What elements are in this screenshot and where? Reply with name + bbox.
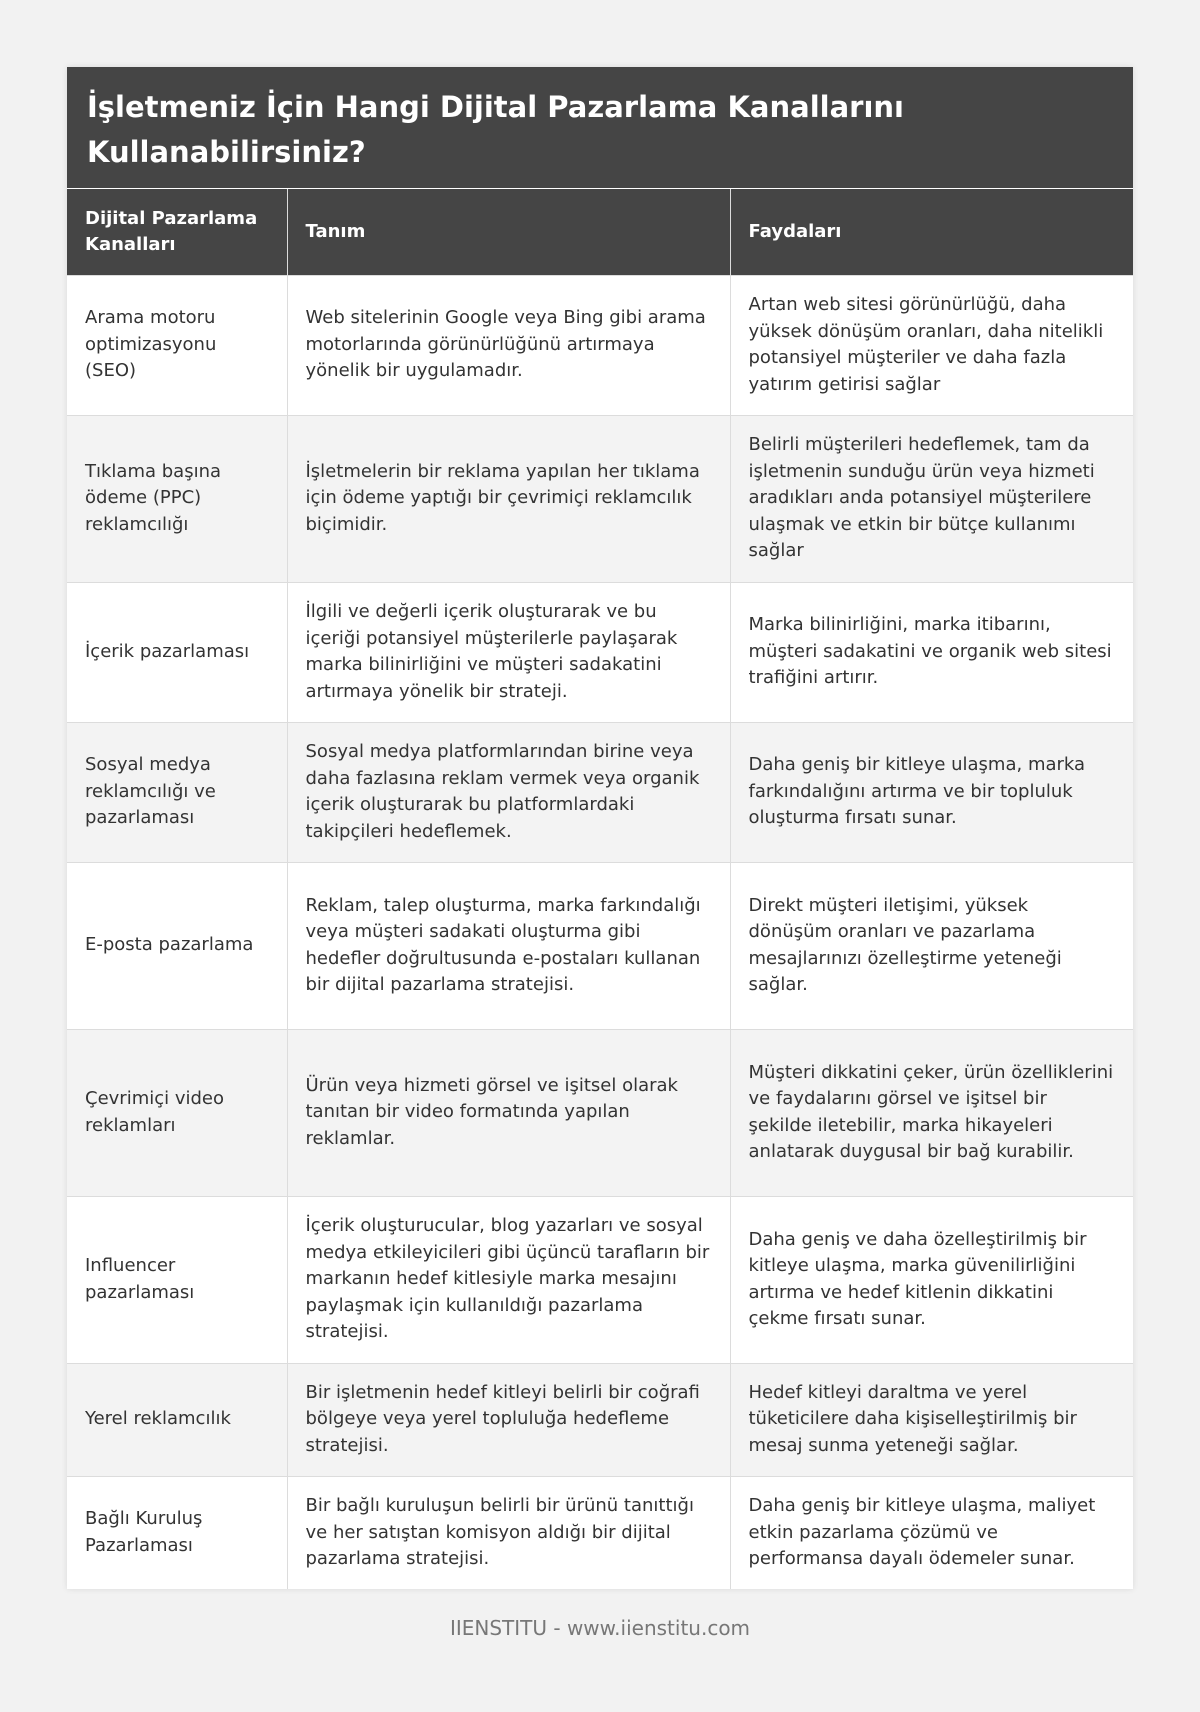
column-header-benefits: Faydaları	[730, 189, 1133, 275]
table-row	[67, 862, 1133, 1029]
definition-cell: Bir işletmenin hedef kitleyi belirli bir coğrafi bölgeye veya yerel topluluğa hedefleme stratejisi.	[287, 1363, 730, 1476]
channel-cell: Influencer pazarlaması	[67, 1196, 287, 1363]
benefits-cell: Daha geniş ve daha özelleştirilmiş bir kitleye ulaşma, marka güvenilirliğini artırma ve hedef kitlenin dikkatini çekme fırsatı sunar.	[730, 1196, 1133, 1363]
table-row	[67, 275, 1133, 415]
definition-cell: İşletmelerin bir reklama yapılan her tıklama için ödeme yaptığı bir çevrimiçi reklamcılık biçimidir.	[287, 415, 730, 582]
channel-cell: İçerik pazarlaması	[67, 582, 287, 722]
table-title: İşletmeniz İçin Hangi Dijital Pazarlama Kanallarını Kullanabilirsiniz?	[67, 67, 1133, 189]
table-row	[67, 722, 1133, 862]
benefits-cell: Hedef kitleyi daraltma ve yerel tüketicilere daha kişiselleştirilmiş bir mesaj sunma yeteneği sağlar.	[730, 1363, 1133, 1476]
definition-cell: İlgili ve değerli içerik oluşturarak ve bu içeriği potansiyel müşterilerle paylaşarak marka bilinirliğini ve müşteri sadakatini artırmaya yönelik bir strateji.	[287, 582, 730, 722]
definition-cell: Ürün veya hizmeti görsel ve işitsel olarak tanıtan bir video formatında yapılan reklamlar.	[287, 1029, 730, 1196]
benefits-cell: Marka bilinirliğini, marka itibarını, müşteri sadakatini ve organik web sitesi trafiğini artırır.	[730, 582, 1133, 722]
definition-cell: Web sitelerinin Google veya Bing gibi arama motorlarında görünürlüğünü artırmaya yönelik bir uygulamadır.	[287, 275, 730, 415]
channel-cell: Bağlı Kuruluş Pazarlaması	[67, 1476, 287, 1589]
benefits-cell: Daha geniş bir kitleye ulaşma, marka farkındalığını artırma ve bir topluluk oluşturma fırsatı sunar.	[730, 722, 1133, 862]
benefits-cell: Direkt müşteri iletişimi, yüksek dönüşüm oranları ve pazarlama mesajlarınızı özelleştirme yeteneği sağlar.	[730, 862, 1133, 1029]
channels-table	[67, 189, 1133, 1589]
benefits-cell: Müşteri dikkatini çeker, ürün özelliklerini ve faydalarını görsel ve işitsel bir şekilde iletebilir, marka hikayeleri anlatarak duygusal bir bağ kurabilir.	[730, 1029, 1133, 1196]
header-row	[67, 189, 1133, 275]
definition-cell: Reklam, talep oluşturma, marka farkındalığı veya müşteri sadakati oluşturma gibi hedefler doğrultusunda e-postaları kullanan bir dijital pazarlama stratejisi.	[287, 862, 730, 1029]
definition-cell: Sosyal medya platformlarından birine veya daha fazlasına reklam vermek veya organik içerik oluşturarak bu platformlardaki takipçileri hedeflemek.	[287, 722, 730, 862]
channel-cell: Sosyal medya reklamcılığı ve pazarlaması	[67, 722, 287, 862]
benefits-cell: Artan web sitesi görünürlüğü, daha yüksek dönüşüm oranları, daha nitelikli potansiyel müşteriler ve daha fazla yatırım getirisi sağlar	[730, 275, 1133, 415]
column-header-channel: Dijital Pazarlama Kanalları	[67, 189, 287, 275]
benefits-cell: Belirli müşterileri hedeflemek, tam da işletmenin sunduğu ürün veya hizmeti aradıkları anda potansiyel müşterilere ulaşmak ve etkin bir bütçe kullanımı sağlar	[730, 415, 1133, 582]
table-row	[67, 582, 1133, 722]
channel-cell: Tıklama başına ödeme (PPC) reklamcılığı	[67, 415, 287, 582]
channel-cell: Yerel reklamcılık	[67, 1363, 287, 1476]
definition-cell: Bir bağlı kuruluşun belirli bir ürünü tanıttığı ve her satıştan komisyon aldığı bir dijital pazarlama stratejisi.	[287, 1476, 730, 1589]
table-row	[67, 1196, 1133, 1363]
channel-cell: Arama motoru optimizasyonu (SEO)	[67, 275, 287, 415]
table-card	[67, 67, 1133, 1589]
table-row	[67, 1029, 1133, 1196]
table-row	[67, 1363, 1133, 1476]
table-row	[67, 1476, 1133, 1589]
table-row	[67, 415, 1133, 582]
benefits-cell: Daha geniş bir kitleye ulaşma, maliyet etkin pazarlama çözümü ve performansa dayalı ödemeler sunar.	[730, 1476, 1133, 1589]
channel-cell: E-posta pazarlama	[67, 862, 287, 1029]
channel-cell: Çevrimiçi video reklamları	[67, 1029, 287, 1196]
footer-credit: IIENSTITU - www.iienstitu.com	[449, 1616, 751, 1640]
column-header-definition: Tanım	[287, 189, 730, 275]
definition-cell: İçerik oluşturucular, blog yazarları ve sosyal medya etkileyicileri gibi üçüncü tarafların bir markanın hedef kitlesiyle marka mesajını paylaşmak için kullanıldığı pazarlama stratejisi.	[287, 1196, 730, 1363]
